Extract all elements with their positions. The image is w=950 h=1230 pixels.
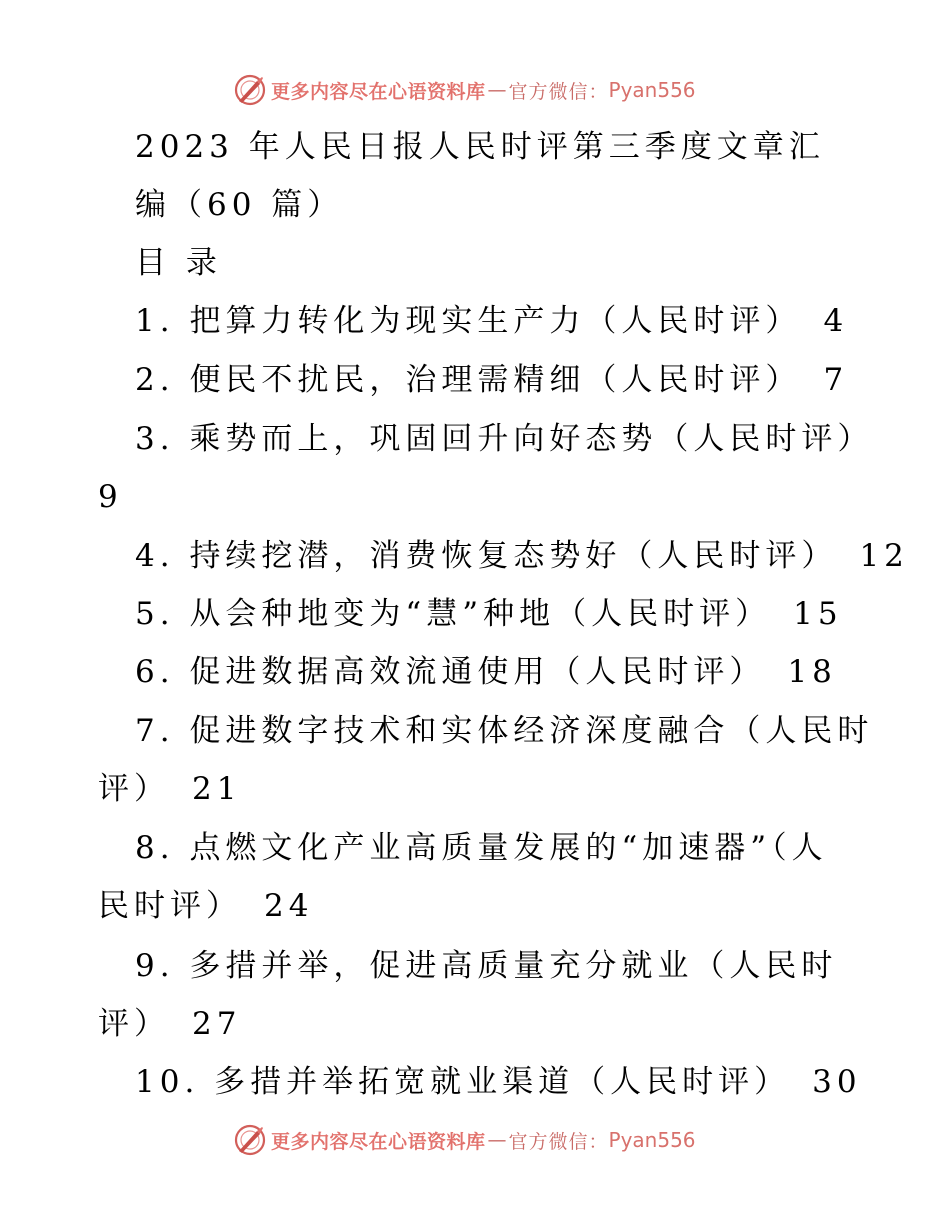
toc-entry-number: 8. xyxy=(135,830,175,866)
toc-entry-number: 6. xyxy=(135,654,175,690)
watermark-official-label: 官方微信： xyxy=(508,1130,609,1153)
watermark-separator: — xyxy=(487,79,507,101)
toc-entry-title: 把算力转化为现实生产力（人民时评） xyxy=(189,303,802,339)
toc-entry-8-continued[interactable] xyxy=(98,886,313,926)
document-title-line-2: 编（60 篇） xyxy=(135,187,344,223)
toc-entry-title: 乘势而上，巩固回升向好态势（人民时评） xyxy=(189,421,874,457)
quill-logo-icon xyxy=(233,1123,267,1157)
watermark-official-label: 官方微信： xyxy=(508,80,609,103)
toc-entry-3-page: 9 xyxy=(98,479,123,515)
toc-entry-title: 便民不扰民，治理需精细（人民时评） xyxy=(189,362,802,398)
toc-entry-number: 4. xyxy=(135,538,175,574)
document-title-line-1: 2023 年人民日报人民时评第三季度文章汇 xyxy=(135,129,825,165)
watermark-account: Pyan556 xyxy=(608,78,696,102)
toc-entry-10[interactable] xyxy=(135,1062,862,1102)
toc-entry-number: 9. xyxy=(135,948,175,984)
toc-entry-title: 点燃文化产业高质量发展的“加速器”（人 xyxy=(189,830,828,866)
toc-entry-number: 5. xyxy=(135,596,175,632)
footer-watermark xyxy=(233,1122,696,1158)
toc-entry-number: 7. xyxy=(135,713,175,749)
toc-entry-title: 多措并举，促进高质量充分就业（人民时 xyxy=(189,948,838,984)
toc-entry-page: 15 xyxy=(793,596,843,632)
quill-logo-icon xyxy=(233,73,267,107)
watermark-text: 更多内容尽在心语资料库 xyxy=(271,80,486,103)
toc-entry-number: 3. xyxy=(135,421,175,457)
toc-entry-title-continued: 评） xyxy=(98,1006,170,1042)
toc-entry-title: 多措并举拓宽就业渠道（人民时评） xyxy=(214,1064,791,1100)
toc-entry-1[interactable] xyxy=(135,301,848,341)
toc-entry-page: 12 xyxy=(859,538,909,574)
watermark-account: Pyan556 xyxy=(608,1128,696,1152)
toc-entry-page: 30 xyxy=(812,1064,862,1100)
toc-entry-page: 7 xyxy=(823,362,849,398)
toc-entry-page: 21 xyxy=(192,771,242,807)
toc-heading: 目 录 xyxy=(135,245,222,281)
toc-entry-number: 10. xyxy=(135,1064,200,1100)
toc-entry-title: 持续挖潜，消费恢复态势好（人民时评） xyxy=(189,538,838,574)
watermark-text: 更多内容尽在心语资料库 xyxy=(271,1130,486,1153)
toc-entry-title-continued: 评） xyxy=(98,771,170,807)
toc-entry-6[interactable] xyxy=(135,652,837,692)
toc-entry-title-continued: 民时评） xyxy=(98,888,242,924)
toc-entry-page: 4 xyxy=(823,303,849,339)
toc-entry-9[interactable] xyxy=(135,946,837,986)
toc-entry-page: 24 xyxy=(264,888,314,924)
toc-entry-title: 促进数字技术和实体经济深度融合（人民时 xyxy=(189,713,874,749)
toc-entry-title: 从会种地变为“慧”种地（人民时评） xyxy=(189,596,772,632)
toc-entry-4[interactable] xyxy=(135,536,909,576)
toc-entry-5[interactable] xyxy=(135,594,843,634)
toc-entry-7-continued[interactable] xyxy=(98,769,241,809)
toc-entry-title: 促进数据高效流通使用（人民时评） xyxy=(189,654,766,690)
toc-entry-9-continued[interactable] xyxy=(98,1004,241,1044)
toc-entry-8[interactable] xyxy=(135,828,828,868)
watermark-separator: — xyxy=(487,1129,507,1151)
toc-entry-page: 27 xyxy=(192,1006,242,1042)
toc-entry-number: 2. xyxy=(135,362,175,398)
toc-entry-number: 1. xyxy=(135,303,175,339)
toc-entry-3[interactable] xyxy=(135,419,873,459)
toc-entry-page: 18 xyxy=(787,654,837,690)
header-watermark xyxy=(233,72,696,108)
toc-entry-2[interactable] xyxy=(135,360,848,400)
toc-entry-7[interactable] xyxy=(135,711,873,751)
